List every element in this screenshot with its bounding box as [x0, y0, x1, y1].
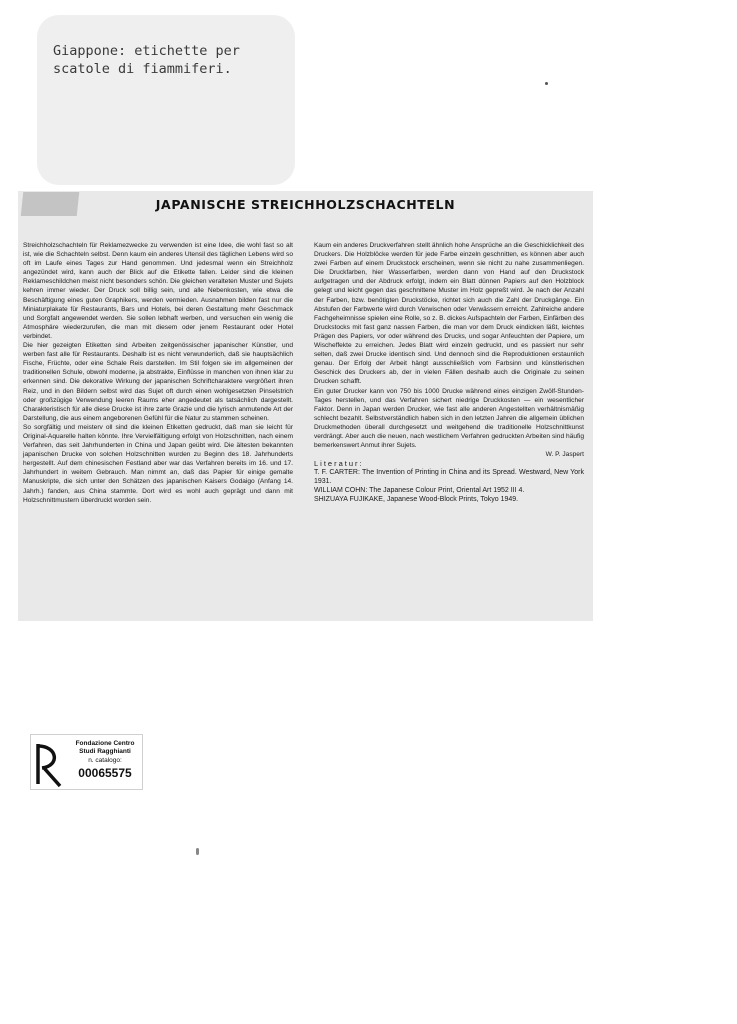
stamp-catalog-label: n. catalogo: [88, 757, 122, 764]
foundation-logo-icon [34, 740, 66, 788]
reference-item: WILLIAM COHN: The Japanese Colour Print, Oriental Art 1952 III 4. [314, 487, 525, 495]
note-text: Giappone: etichette per scatole di fiammiferi. [53, 43, 240, 77]
scan-speck [545, 82, 548, 85]
paragraph: Streichholzschachteln für Reklamezwecke zu verwenden ist eine Idee, die wohl fast so alt ist, wie die Schachteln selbst. Denn kaum ein anderes Utensil des täglichen Lebens wird so oft im Laufe eines Tages zur Hand genommen. Und jedesmal wenn ein Streichholz angezündet wird, kann auch der Blick auf die Etikette fallen. Leider sind die kleinen Reklameschildchen meist nicht besonders schön. Die gleichen veralteten Muster und Sujets kehren immer wieder. Der Druck soll billig sein, und alle Nebenkosten, wie etwa die Beschäftigung eines guten Graphikers, werden vermieden. Ausnahmen bilden fast nur die Miniaturplakate für Restaurants, Bars und Hotels, bei deren Gestaltung mehr Geschmack und Sorgfalt angewendet werden. Sie sollen lebhaft werben, und versuchen ein wenig die Atmosphäre wiederzurufen, die man mit diesem oder jenem Restaurant oder Hotel verbindet. [23, 242, 293, 340]
author-signature: W. P. Jaspert [545, 451, 584, 459]
stamp-text [67, 740, 143, 780]
paragraph: Kaum ein anderes Druckverfahren stellt ähnlich hohe Ansprüche an die Geschicklichkeit des Druckers. Die Holzblöcke werden für jede Farbe einzeln geschnitten, es können aber auch zwei Farben auf einem Druckstock erscheinen, wenn sie nicht zu nahe zusammenliegen. Die Druckfarben, hier Wasserfarben, werden dann von Hand auf den Druckstock aufgetragen und der Abdruck erfolgt, indem ein Blatt dünnen Papiers auf den Holzblock gelegt und leicht gegen das geschnittene Muster im Holz gepreßt wird. Je nach der Anzahl der Farben, bzw. benötigten Druckstöcke, richtet sich auch die Zahl der Druckgänge. Ein Abstufen der Farbwerte wird durch Verwischen oder Verwässern erreicht. Zahlreiche andere Fachgeheimnisse spielen eine Rolle, so z. B. dickes Aufspachteln der Farben, Einfärben des Druckstocks mit fast ganz nassen Farben, die man vor dem Druck eindicken läßt, leichtes Prägen des Papiers, vor oder während des Drucks, und sogar Anfeuchten der Papiere, um Wischeffekte zu erreichen. Jedes Blatt wird einzeln gedruckt, und es passiert nur sehr selten, daß zwei Drucke identisch sind. Und dennoch sind die Reproduktionen erstaunlich genau. Der Erfolg der Arbeit hängt ausschließlich vom Farbsinn und künstlerischen Geschick des Druckers ab, der in vielen Fällen deshalb auch die Originale zu seinen Drucken schafft. [314, 242, 584, 386]
article-clipping [18, 191, 593, 621]
paragraph: Ein guter Drucker kann von 750 bis 1000 Drucke während eines einzigen Zwölf-Stunden-Tages herstellen, und das Verfahren sichert niedrige Druckkosten — ein wesentlicher Faktor. Denn in Japan werden Drucker, wie fast alle anderen Angestellten verhältnismäßig schlecht bezahlt. Selbstverständlich haben sich in den letzten Jahren die allgemein üblichen Druckmethoden überall durchgesetzt und weitgehend die traditionelle Holzschnittkunst verdrängt. Aber auch die neuen, nach westlichem Verfahren gedruckten Arbeiten sind häufig bemerkenswert Anmut ihrer Sujets. [314, 387, 584, 450]
reference-item: SHIZUAYA FUJIKAKE, Japanese Wood-Block Prints, Tokyo 1949. [314, 496, 519, 504]
stamp-foundation-line1: Fondazione Centro [75, 740, 135, 747]
article-column-right [314, 241, 584, 504]
article-title: JAPANISCHE STREICHHOLZSCHACHTELN [155, 197, 456, 212]
paragraph: Die hier gezeigten Etiketten sind Arbeiten zeitgenössischer japanischer Künstler, und werben fast alle für Restaurants. Deshalb ist es nicht verwunderlich, daß sie hauptsächlich Fische, Früchte, oder eine Schale Reis darstellen. Im Stil folgen sie im allgemeinen der traditionellen Schule, obwohl moderne, ja abstrakte, Einflüsse in manchen von ihnen klar zu erkennen sind. Die dekorative Wirkung der japanischen Schriftcharaktere vergrößert ihren Reiz, und in den Bildern selbst wird das Sujet oft durch einen wohlgesetzten Pinselstrich oder großzügige Verwendung leeren Raums eher angedeutet als tatsächlich dargestellt. Charakteristisch für alle diese Drucke ist ihre zarte Grazie und die lyrisch anmutende Art der Darstellung, die aus einem angeborenen Gefühl für die Natur zu stammen scheinen. [23, 342, 293, 422]
archive-stamp [30, 734, 143, 790]
note-card [37, 15, 295, 185]
stamp-catalog-number: 00065575 [78, 766, 132, 780]
paragraph: So sorgfältig und meisterv oll sind die kleinen Etiketten gedruckt, daß man sie leicht für Original-Aquarelle halten könnte. Ihre Vervielfältigung erfolgt von Holzschnitten, nach einem Verfahren, das seit Jahrhunderten in China und Japan geübt wird. Die ältesten bekannten japanischen Drucke von solchen Holzschnitten wurden zu Beginn des 18. Jahrhunderts hergestellt. Auf dem chinesischen Festland aber war das Verfahren bereits im 16. und 17. Jahrhundert in weitem Gebrauch. Man nimmt an, daß das Papier für einige gemalte Manuskripte, die sich unter den Schätzen des japanischen Kaisers Godaigo (Anfang 14. Jahrh.) fanden, aus China stammte. Dort wird es wohl auch geprägt und dann mit Holzschnittmustern überdruckt worden sein. [23, 423, 293, 504]
scan-speck [196, 848, 199, 855]
reference-item: T. F. CARTER: The Invention of Printing in China and its Spread. Westward, New York 1931. [314, 469, 584, 486]
literature-heading: Literatur: [314, 459, 364, 469]
stamp-foundation-line2: Studi Ragghianti [79, 748, 131, 755]
article-column-left [23, 241, 293, 505]
